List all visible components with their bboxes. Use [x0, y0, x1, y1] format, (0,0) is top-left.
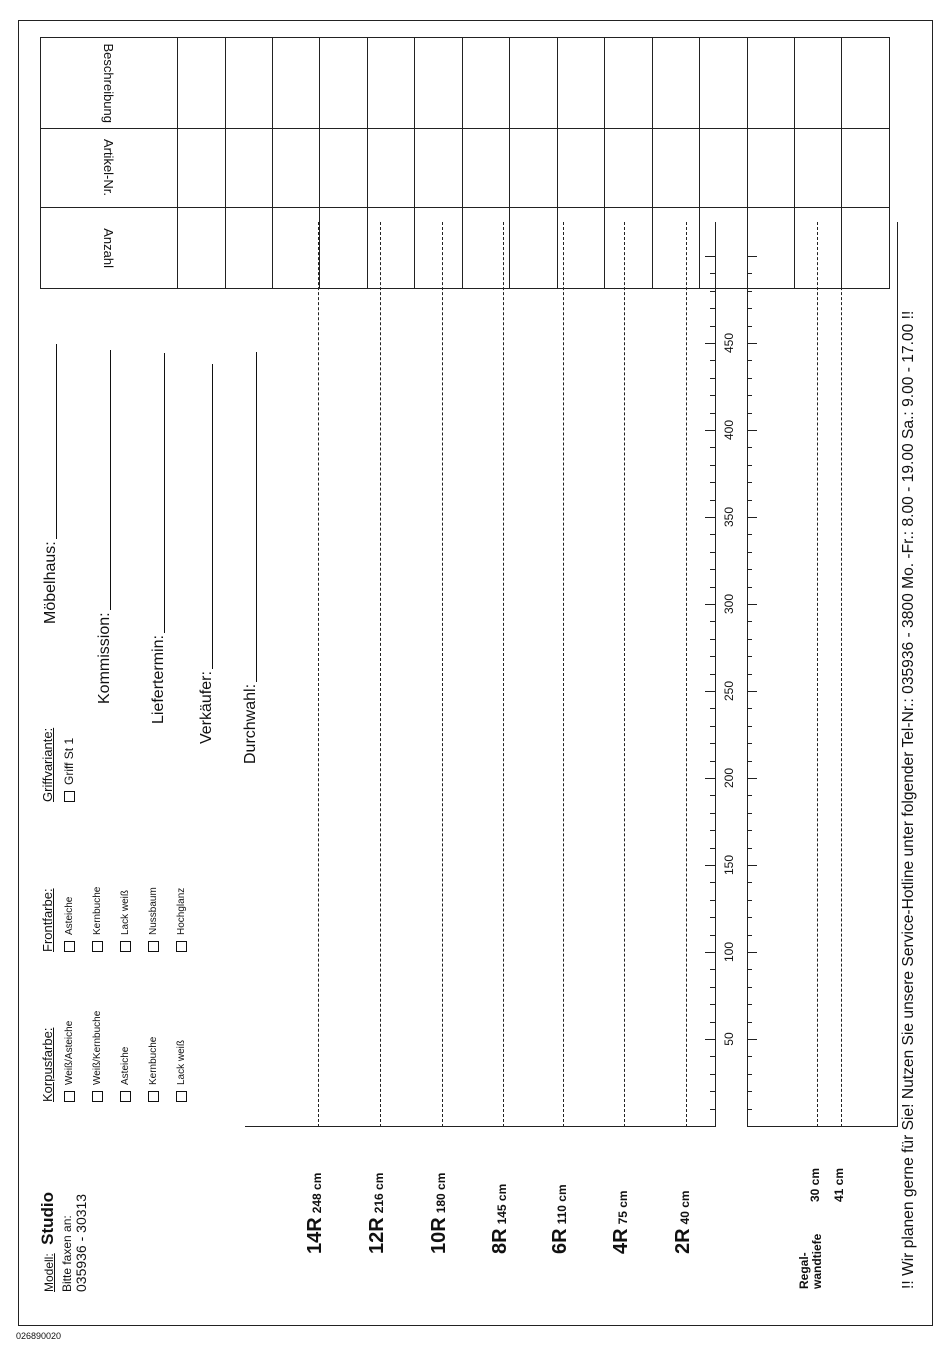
- ruler-tick: [747, 865, 757, 866]
- table-cell[interactable]: [605, 128, 652, 207]
- table-cell[interactable]: [842, 128, 890, 207]
- ruler-tick: [710, 534, 715, 535]
- table-cell[interactable]: [178, 207, 225, 288]
- ruler-tick: [747, 674, 752, 675]
- ruler-tick: [747, 273, 752, 274]
- ruler-tick: [710, 273, 715, 274]
- table-cell[interactable]: [178, 128, 225, 207]
- ruler-tick: [747, 1091, 752, 1092]
- table-cell[interactable]: [794, 207, 841, 288]
- table-cell[interactable]: [747, 207, 794, 288]
- row-height: 216 cm: [372, 1172, 386, 1214]
- ruler-tick: [705, 691, 715, 692]
- ruler-tick: [710, 1022, 715, 1023]
- ruler-tick: [747, 691, 757, 692]
- regal-depth-41: 41 cm: [832, 1167, 846, 1202]
- ruler-tick: [710, 1056, 715, 1057]
- table-header-label: Anzahl: [101, 228, 117, 268]
- ruler-tick: [705, 865, 715, 866]
- front-title: Frontfarbe:: [40, 888, 55, 952]
- checkbox[interactable]: [120, 1091, 131, 1102]
- model-label: Modell:: [42, 1253, 56, 1292]
- ruler-tick: [710, 482, 715, 483]
- ruler-tick: [747, 1022, 752, 1023]
- ruler-tick: [705, 604, 715, 605]
- ruler-tick: [710, 1004, 715, 1005]
- checkbox[interactable]: [176, 1091, 187, 1102]
- ruler-label: 450: [722, 332, 736, 354]
- table-header-cell: [41, 128, 178, 207]
- table-cell[interactable]: [273, 207, 320, 288]
- checkbox[interactable]: [120, 941, 131, 952]
- front-option[interactable]: Asteiche: [55, 887, 83, 952]
- table-row[interactable]: [700, 38, 747, 289]
- ruler-tick: [747, 604, 757, 605]
- ruler-label: 350: [722, 506, 736, 528]
- checkbox[interactable]: [92, 1091, 103, 1102]
- durchwahl-field[interactable]: Durchwahl:: [242, 352, 260, 764]
- front-option[interactable]: Lack weiß: [111, 887, 139, 952]
- row-height: 180 cm: [434, 1172, 448, 1214]
- row-label: [610, 1190, 633, 1254]
- table-header-label: Beschreibung: [101, 43, 117, 123]
- ruler-tick: [710, 1074, 715, 1075]
- ruler-tick: [747, 482, 752, 483]
- ruler-tick: [747, 917, 752, 918]
- ruler-tick: [710, 569, 715, 570]
- ruler-tick: [747, 987, 752, 988]
- table-cell[interactable]: [462, 128, 509, 207]
- row-height: 40 cm: [678, 1190, 692, 1225]
- ruler-tick: [710, 378, 715, 379]
- fax-label: Bitte faxen an:: [60, 1215, 74, 1292]
- row-code: 8R: [489, 1228, 511, 1254]
- ruler-tick: [710, 308, 715, 309]
- table-cell[interactable]: [652, 128, 699, 207]
- ruler-tick: [710, 552, 715, 553]
- table-header-cell: [41, 38, 178, 129]
- ruler-tick: [747, 395, 752, 396]
- checkbox[interactable]: [64, 941, 75, 952]
- row-code: 4R: [610, 1228, 632, 1254]
- table-row[interactable]: [178, 38, 225, 289]
- front-section: [40, 887, 195, 952]
- ruler-tick: [747, 256, 757, 257]
- table-cell[interactable]: [605, 207, 652, 288]
- checkbox[interactable]: [92, 941, 103, 952]
- ruler-tick: [747, 1126, 752, 1127]
- table-cell[interactable]: [747, 128, 794, 207]
- table-row[interactable]: [557, 38, 604, 289]
- regal-label: Regal- wandtiefe: [797, 1233, 824, 1289]
- ruler-tick: [747, 726, 752, 727]
- liefertermin-field[interactable]: Liefertermin:: [150, 353, 168, 724]
- table-cell[interactable]: [700, 38, 747, 129]
- row-line: [503, 222, 504, 1127]
- ruler-tick: [710, 656, 715, 657]
- ruler-tick: [710, 674, 715, 675]
- moebelhaus-field[interactable]: Möbelhaus:: [42, 344, 60, 624]
- table-cell[interactable]: [225, 38, 272, 129]
- ruler-tick: [710, 1109, 715, 1110]
- table-cell[interactable]: [510, 207, 557, 288]
- footer-rule: [897, 222, 898, 1127]
- ruler-tick: [747, 952, 757, 953]
- row-label: [549, 1184, 572, 1254]
- table-cell[interactable]: [178, 38, 225, 129]
- table-row[interactable]: [842, 38, 890, 289]
- ruler-label: 300: [722, 593, 736, 615]
- table-row[interactable]: [652, 38, 699, 289]
- ruler-tick: [710, 935, 715, 936]
- table-cell[interactable]: [652, 38, 699, 129]
- ruler-tick: [710, 465, 715, 466]
- ruler-tick: [705, 343, 715, 344]
- depth-line-41: [841, 222, 842, 1127]
- row-height: 248 cm: [310, 1172, 324, 1214]
- planning-bottom-line: [715, 222, 716, 1127]
- verkaeufer-field[interactable]: Verkäufer:: [198, 364, 216, 744]
- ruler-tick: [747, 500, 752, 501]
- row-label: [489, 1184, 512, 1254]
- checkbox[interactable]: [64, 1091, 75, 1102]
- ruler-tick: [747, 465, 752, 466]
- ruler-tick: [747, 413, 752, 414]
- ruler-tick: [705, 430, 715, 431]
- front-option[interactable]: Kernbuche: [83, 887, 111, 952]
- ruler-label: 250: [722, 680, 736, 702]
- table-cell[interactable]: [652, 207, 699, 288]
- table-row[interactable]: [605, 38, 652, 289]
- footer-hotline: !! Wir planen gerne für Sie! Nutzen Sie unsere Service-Hotline unter folgender Tel-Nr.: 035936 - 3800 Mo. -Fr.: 8.00 - 19.00 Sa.: 9.00 - 17.00 !!: [900, 310, 917, 1289]
- korpus-option[interactable]: Asteiche: [111, 1011, 139, 1102]
- row-label: [672, 1190, 695, 1254]
- table-row[interactable]: [794, 38, 841, 289]
- table-cell[interactable]: [225, 207, 272, 288]
- table-row[interactable]: [367, 38, 414, 289]
- ruler-tick: [747, 517, 757, 518]
- row-line: [380, 222, 381, 1127]
- ruler-tick: [747, 761, 752, 762]
- checkbox[interactable]: [64, 791, 75, 802]
- ruler-tick: [747, 343, 757, 344]
- ruler-tick: [747, 639, 752, 640]
- ruler-tick: [747, 430, 757, 431]
- ruler-tick: [747, 1074, 752, 1075]
- ruler-tick: [747, 1004, 752, 1005]
- korpus-option[interactable]: Weiß/Asteiche: [55, 1011, 83, 1102]
- table-cell[interactable]: [320, 207, 367, 288]
- checkbox[interactable]: [148, 941, 159, 952]
- korpus-title: Korpusfarbe:: [40, 1027, 55, 1102]
- ruler-tick: [710, 639, 715, 640]
- row-label: [428, 1173, 451, 1254]
- table-cell[interactable]: [415, 38, 462, 129]
- table-row[interactable]: [747, 38, 794, 289]
- table-cell[interactable]: [842, 38, 890, 129]
- ruler-tick: [710, 1126, 715, 1127]
- ruler-tick: [710, 360, 715, 361]
- ruler-tick: [747, 778, 757, 779]
- depth-left-line: [747, 1126, 897, 1127]
- ruler-label: 100: [722, 941, 736, 963]
- ruler-tick: [747, 882, 752, 883]
- ruler-tick: [747, 969, 752, 970]
- ruler-tick: [747, 743, 752, 744]
- ruler-tick: [747, 621, 752, 622]
- ruler-tick: [705, 517, 715, 518]
- ruler-tick: [710, 882, 715, 883]
- ruler-tick: [747, 569, 752, 570]
- griff-title: Griffvariante:: [40, 727, 55, 802]
- regal-depth-30: 30 cm: [808, 1167, 822, 1202]
- ruler-tick: [710, 969, 715, 970]
- table-cell[interactable]: [320, 128, 367, 207]
- ruler-tick: [705, 1039, 715, 1040]
- ruler-tick: [747, 813, 752, 814]
- ruler-tick: [747, 587, 752, 588]
- planning-left-line: [245, 1126, 715, 1127]
- korpus-option[interactable]: Lack weiß: [167, 1011, 195, 1102]
- model-line: [38, 1192, 58, 1292]
- ruler-tick: [710, 848, 715, 849]
- ruler-tick: [747, 308, 752, 309]
- table-cell[interactable]: [273, 38, 320, 129]
- table-cell[interactable]: [700, 128, 747, 207]
- ruler-tick: [747, 708, 752, 709]
- ruler-tick: [747, 830, 752, 831]
- ruler-tick: [747, 795, 752, 796]
- ruler-tick: [747, 552, 752, 553]
- ruler-tick: [705, 952, 715, 953]
- rotated-form: [20, 24, 932, 1324]
- row-label: [304, 1173, 327, 1254]
- table-header-label: Artikel-Nr.: [101, 139, 117, 197]
- table-cell[interactable]: [605, 38, 652, 129]
- model-name: Studio: [38, 1191, 57, 1245]
- table-cell[interactable]: [557, 128, 604, 207]
- table-row[interactable]: [225, 38, 272, 289]
- ruler-label: 200: [722, 767, 736, 789]
- table-cell[interactable]: [367, 207, 414, 288]
- ruler-tick: [747, 291, 752, 292]
- row-height: 145 cm: [495, 1183, 509, 1225]
- ruler-tick: [710, 813, 715, 814]
- table-row[interactable]: [41, 38, 178, 289]
- griff-option[interactable]: Griff St 1: [55, 728, 83, 802]
- ruler-label: 150: [722, 854, 736, 876]
- table-row[interactable]: [320, 38, 367, 289]
- front-option[interactable]: Nussbaum: [139, 887, 167, 952]
- korpus-option[interactable]: Weiß/Kernbuche: [83, 1011, 111, 1102]
- row-label: [366, 1173, 389, 1254]
- table-row[interactable]: [273, 38, 320, 289]
- ruler-tick: [710, 743, 715, 744]
- ruler-tick: [747, 378, 752, 379]
- row-line: [563, 222, 564, 1127]
- table-cell[interactable]: [747, 38, 794, 129]
- ruler-tick: [705, 256, 715, 257]
- ruler-tick: [747, 900, 752, 901]
- table-row[interactable]: [510, 38, 557, 289]
- fax-number: 035936 - 30313: [73, 1193, 89, 1292]
- ruler-tick: [710, 795, 715, 796]
- ruler-tick: [710, 326, 715, 327]
- ruler-tick: [747, 935, 752, 936]
- ruler-tick: [710, 447, 715, 448]
- ruler-tick: [710, 413, 715, 414]
- document-id: 026890020: [16, 1331, 62, 1341]
- table-cell[interactable]: [415, 128, 462, 207]
- table-header-cell: [41, 207, 178, 288]
- row-code: 10R: [428, 1217, 450, 1254]
- table-cell[interactable]: [510, 128, 557, 207]
- ruler-tick: [710, 917, 715, 918]
- row-line: [442, 222, 443, 1127]
- table-cell[interactable]: [367, 38, 414, 129]
- table-cell[interactable]: [415, 207, 462, 288]
- griff-section: [40, 728, 83, 802]
- table-cell[interactable]: [225, 128, 272, 207]
- ruler-tick: [747, 1109, 752, 1110]
- row-code: 2R: [672, 1228, 694, 1254]
- ruler-tick: [747, 848, 752, 849]
- ruler-tick: [710, 987, 715, 988]
- checkbox[interactable]: [176, 941, 187, 952]
- table-cell[interactable]: [557, 207, 604, 288]
- ruler-label: 400: [722, 419, 736, 441]
- ruler-tick: [747, 534, 752, 535]
- row-height: 110 cm: [555, 1184, 569, 1225]
- table-cell[interactable]: [794, 128, 841, 207]
- ruler-tick: [710, 761, 715, 762]
- kommission-field[interactable]: Kommission:: [96, 350, 114, 704]
- row-code: 12R: [366, 1217, 388, 1254]
- row-line: [686, 222, 687, 1127]
- front-option[interactable]: Hochglanz: [167, 887, 195, 952]
- korpus-option[interactable]: Kernbuche: [139, 1011, 167, 1102]
- depth-line-30: [817, 222, 818, 1127]
- ruler-label: 50: [722, 1032, 736, 1046]
- row-line: [318, 222, 319, 1127]
- ruler-tick: [747, 1056, 752, 1057]
- ruler-tick: [710, 500, 715, 501]
- ruler-tick: [710, 621, 715, 622]
- row-line: [624, 222, 625, 1127]
- table-row[interactable]: [415, 38, 462, 289]
- ruler-tick: [710, 726, 715, 727]
- table-cell[interactable]: [557, 38, 604, 129]
- table-cell[interactable]: [842, 207, 890, 288]
- ruler-tick: [710, 830, 715, 831]
- ruler-tick: [710, 395, 715, 396]
- table-cell[interactable]: [367, 128, 414, 207]
- order-table: [40, 37, 890, 289]
- korpus-section: [40, 1011, 195, 1102]
- ruler-tick: [710, 587, 715, 588]
- ruler-tick: [747, 1039, 757, 1040]
- checkbox[interactable]: [148, 1091, 159, 1102]
- ruler-tick: [710, 900, 715, 901]
- ruler-tick: [710, 708, 715, 709]
- ruler-tick: [710, 1091, 715, 1092]
- ruler-tick: [710, 291, 715, 292]
- ruler-tick: [747, 656, 752, 657]
- ruler-tick: [705, 778, 715, 779]
- table-cell[interactable]: [794, 38, 841, 129]
- table-cell[interactable]: [462, 38, 509, 129]
- table-cell[interactable]: [320, 38, 367, 129]
- row-code: 6R: [549, 1228, 571, 1254]
- table-cell[interactable]: [510, 38, 557, 129]
- table-cell[interactable]: [700, 207, 747, 288]
- row-code: 14R: [304, 1217, 326, 1254]
- ruler-tick: [747, 447, 752, 448]
- row-height: 75 cm: [616, 1190, 630, 1225]
- ruler-tick: [747, 360, 752, 361]
- table-cell[interactable]: [273, 128, 320, 207]
- ruler-tick: [747, 326, 752, 327]
